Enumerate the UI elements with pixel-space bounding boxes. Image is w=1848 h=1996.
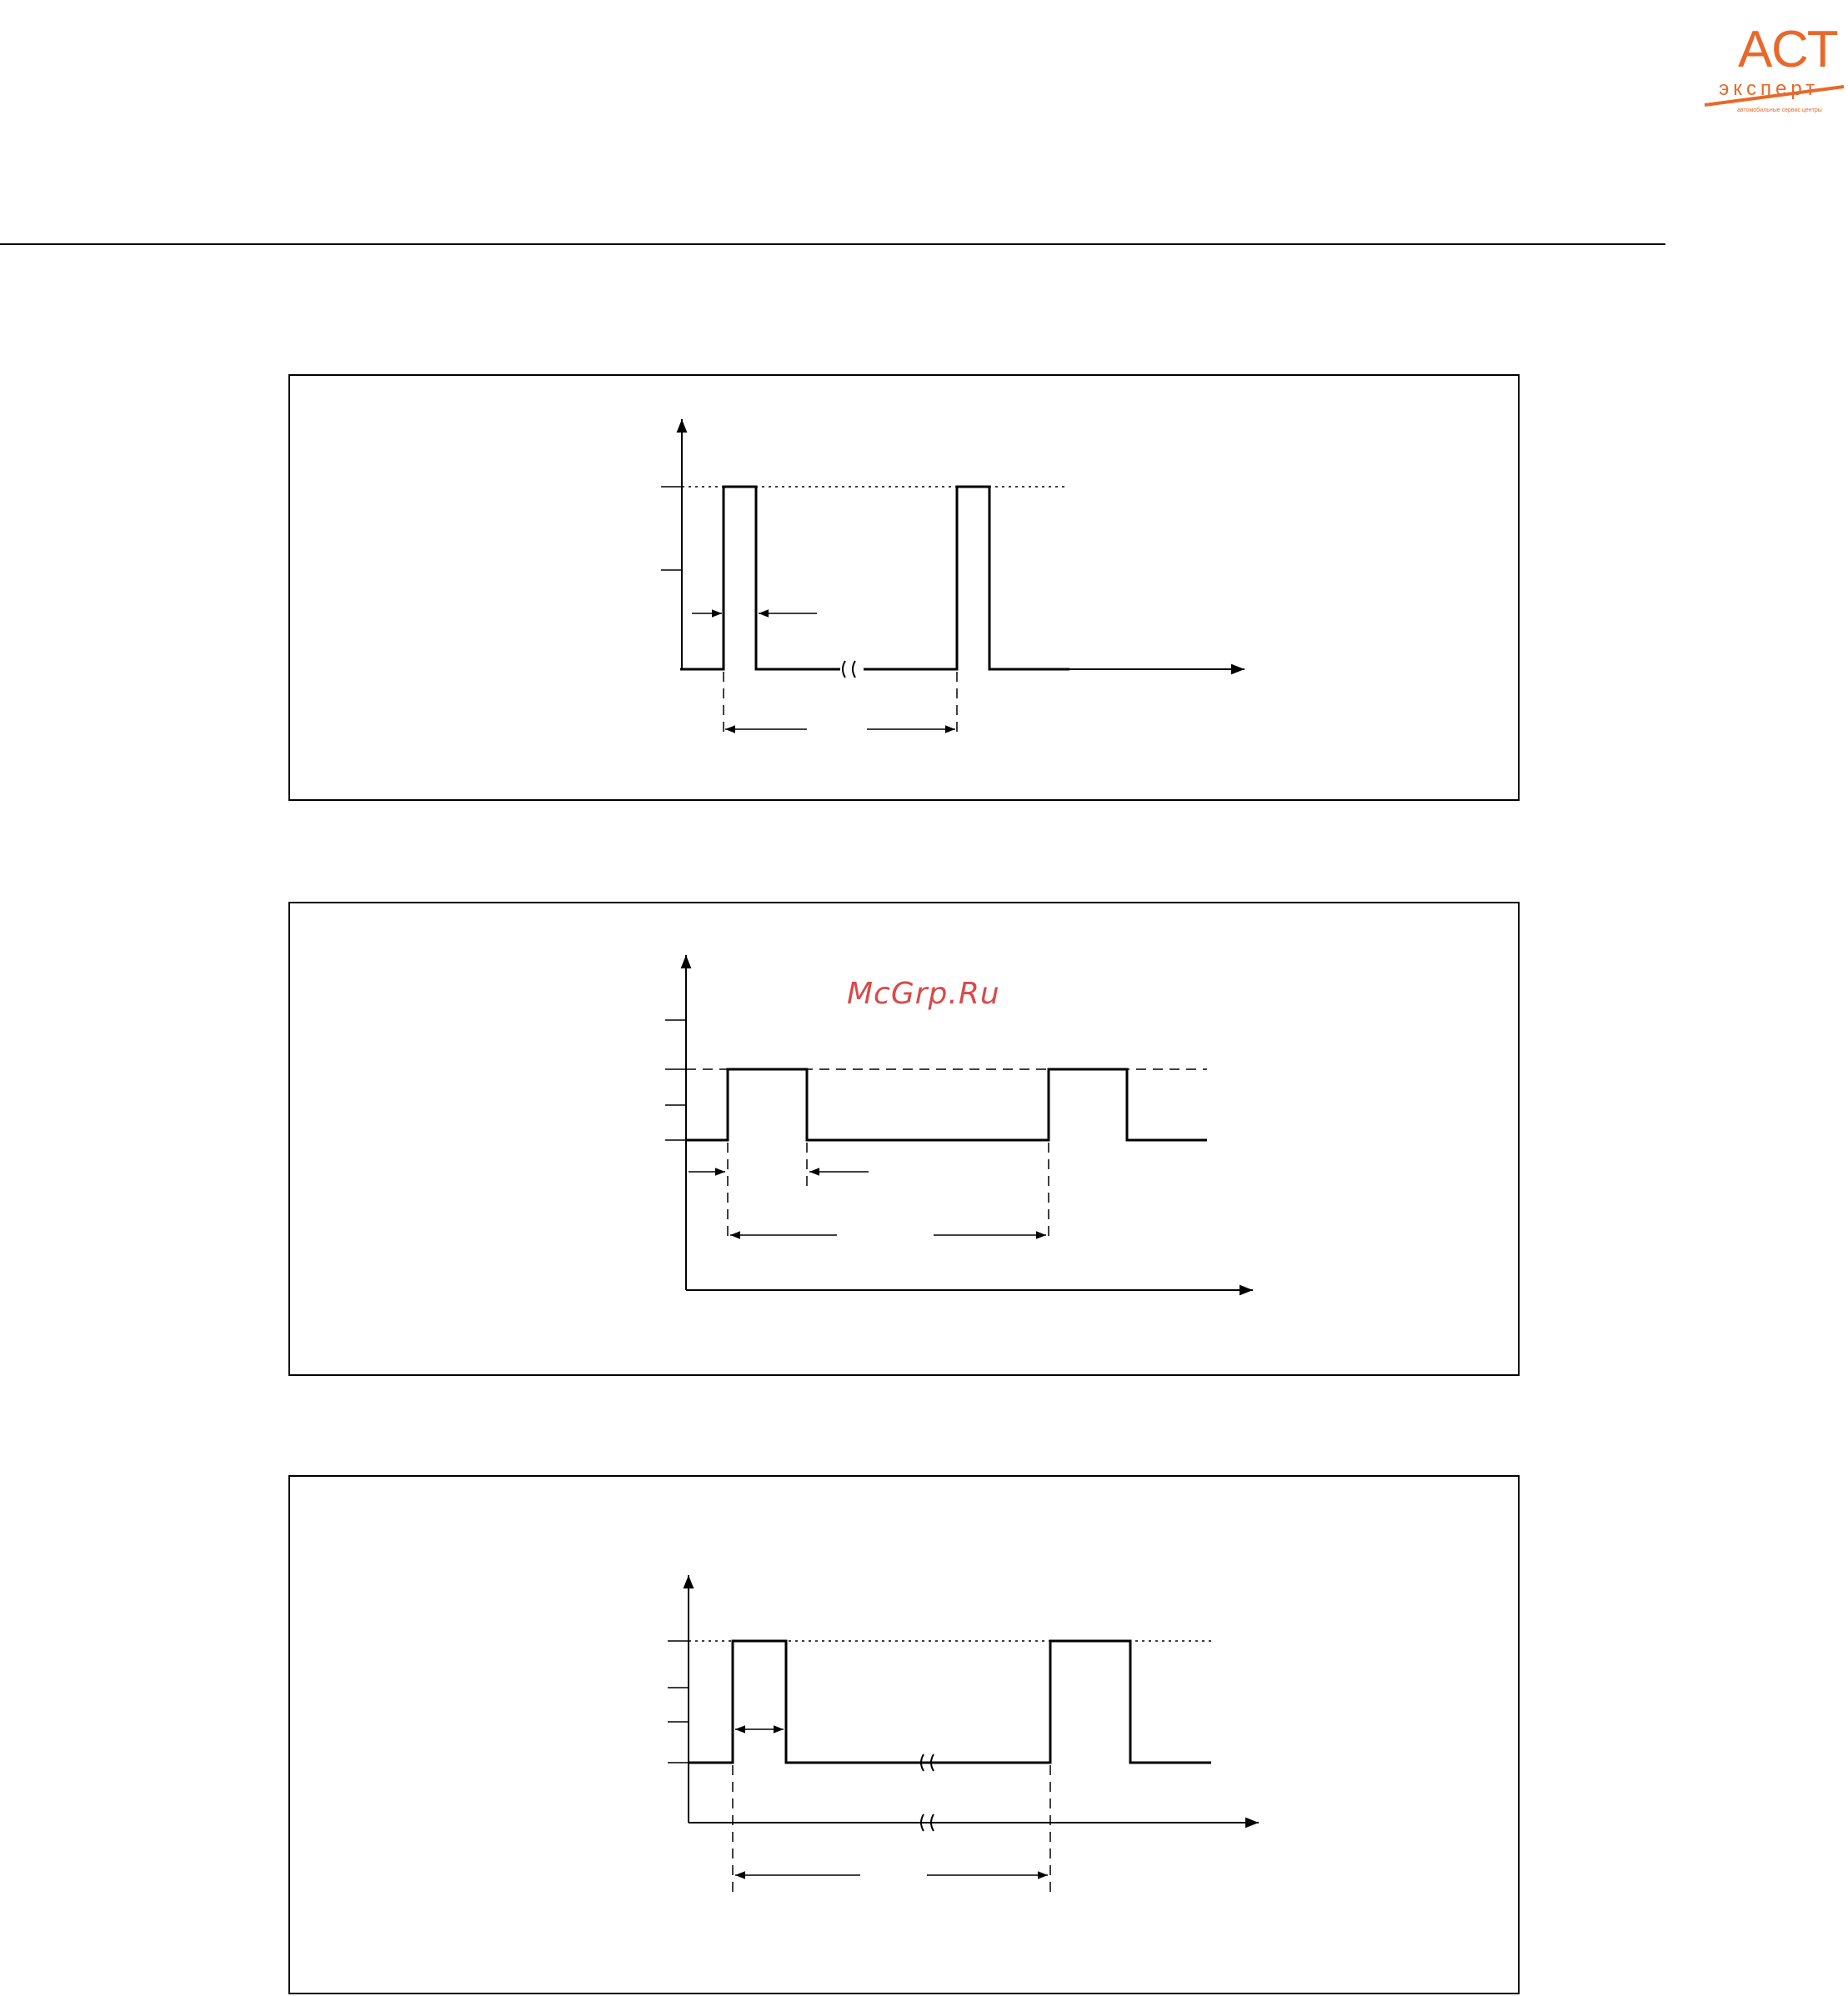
header-rule <box>0 243 1665 245</box>
pulse-waveform <box>680 487 840 669</box>
pulse-diagram-1 <box>288 374 1520 801</box>
pulse-diagram-3 <box>288 1475 1520 1994</box>
pulse-waveform <box>686 1069 1207 1140</box>
svg-text:эксперт: эксперт <box>1719 78 1820 100</box>
pulse-waveform <box>689 1641 1211 1763</box>
axis-break-icon <box>843 661 855 678</box>
pulse-diagram-2 <box>288 902 1520 1376</box>
watermark-text: McGrp.Ru <box>847 977 1000 1011</box>
pulse-waveform <box>864 487 1069 669</box>
svg-text:АСТ: АСТ <box>1738 21 1839 78</box>
ast-expert-logo <box>1700 15 1846 123</box>
svg-text:автомобильные сервис центры: автомобильные сервис центры <box>1737 108 1822 113</box>
